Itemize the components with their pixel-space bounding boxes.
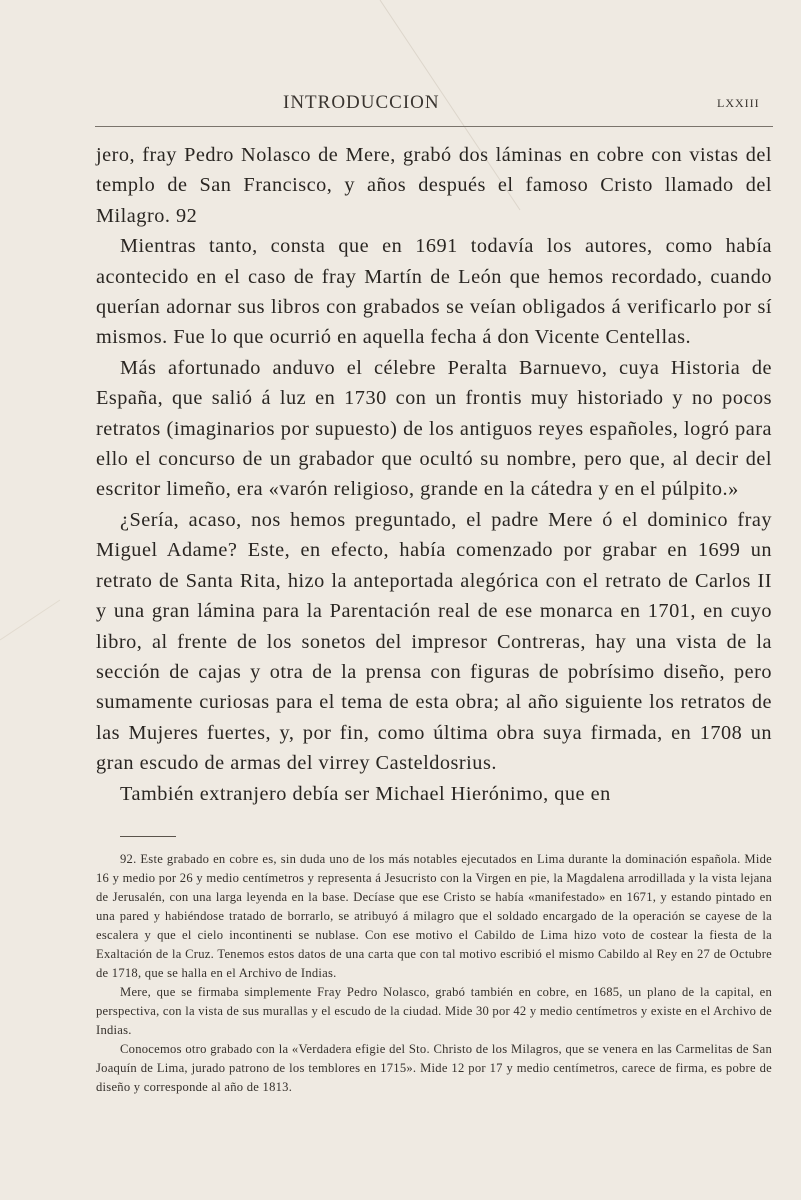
page-number: LXXIII [717, 96, 760, 110]
footnotes [96, 850, 772, 1097]
footnote: 92. Este grabado en cobre es, sin duda uno de los más notables ejecutados en Lima durante la dominación española. Mide 16 y medio por 26 y medio centímetros y representa á Jesucristo con la Virgen en pie, la Magdalena arrodillada y la vista lejana de Jerusalén, con una larga leyenda en la base. Decíase que ese Cristo se había «manifestado» en 1671, y estando pintado en una pared y habiéndose tratado de borrarlo, se atribuyó á milagro que el soldado encargado de la operación se cayese de la escalera y que el cielo incontinenti se nublase. Con ese motivo el Cabildo de Lima hizo voto de costear la fiesta de la Exaltación de la Cruz. Tenemos estos datos de una carta que con tal motivo escribió el mismo Cabildo al Rey en 27 de Octubre de 1718, que se halla en el Archivo de Indias. [96, 852, 772, 980]
paragraph: También extranjero debía ser Michael Hierónimo, que en [120, 782, 611, 805]
header-rule [95, 126, 773, 127]
main-text [96, 140, 772, 809]
paragraph: Mientras tanto, consta que en 1691 todavía los autores, como había acontecido en el caso de fray Martín de León que hemos recordado, cuando querían adornar sus libros con grabados se veían obligados á verificarlo por sí mismos. Fue lo que ocurrió en aquella fecha á don Vicente Centellas. [96, 235, 772, 349]
footnote: Mere, que se firmaba simplemente Fray Pedro Nolasco, grabó también en cobre, en 1685, un plano de la capital, en perspectiva, con la vista de sus murallas y el escudo de la ciudad. Mide 30 por 42 y medio centímetros y existe en el Archivo de Indias. [96, 985, 772, 1037]
paragraph: ¿Sería, acaso, nos hemos preguntado, el padre Mere ó el dominico fray Miguel Adame? Este, en efecto, había comenzado por grabar en 1699 un retrato de Santa Rita, hizo la anteportada alegórica con el retrato de Carlos II y una gran lámina para la Parentación real de ese monarca en 1701, en cuyo libro, al frente de los sonetos del impresor Contreras, hay una vista de la sección de cajas y otra de la prensa con figuras de pobrísimo diseño, pero sumamente curiosas para el tema de esta obra; al año siguiente los retratos de las Mujeres fuertes, y, por fin, como última obra suya firmada, en 1708 un gran escudo de armas del virrey Casteldosrius. [96, 508, 772, 775]
paragraph: Más afortunado anduvo el célebre Peralta Barnuevo, cuya Historia de España, que salió á luz en 1730 con un frontis muy historiado y no pocos retratos (imaginarios por supuesto) de los antiguos reyes españoles, logró para ello el concurso de un grabador que ocultó su nombre, pero que, al decir del escritor limeño, era «varón religioso, grande en la cátedra y en el púlpito.» [96, 356, 772, 501]
paragraph: jero, fray Pedro Nolasco de Mere, grabó dos láminas en cobre con vistas del templo de San Francisco, y años después el famoso Cristo llamado del Milagro. 92 [96, 144, 772, 227]
running-head: INTRODUCCION [283, 92, 440, 113]
footnote: Conocemos otro grabado con la «Verdadera efigie del Sto. Christo de los Milagros, que se venera en las Carmelitas de San Joaquín de Lima, jurado patrono de los temblores en 1715». Mide 12 por 17 y medio centímetros, carece de firma, es pobre de diseño y corresponde al año de 1813. [96, 1042, 772, 1094]
footnote-rule [120, 836, 176, 837]
